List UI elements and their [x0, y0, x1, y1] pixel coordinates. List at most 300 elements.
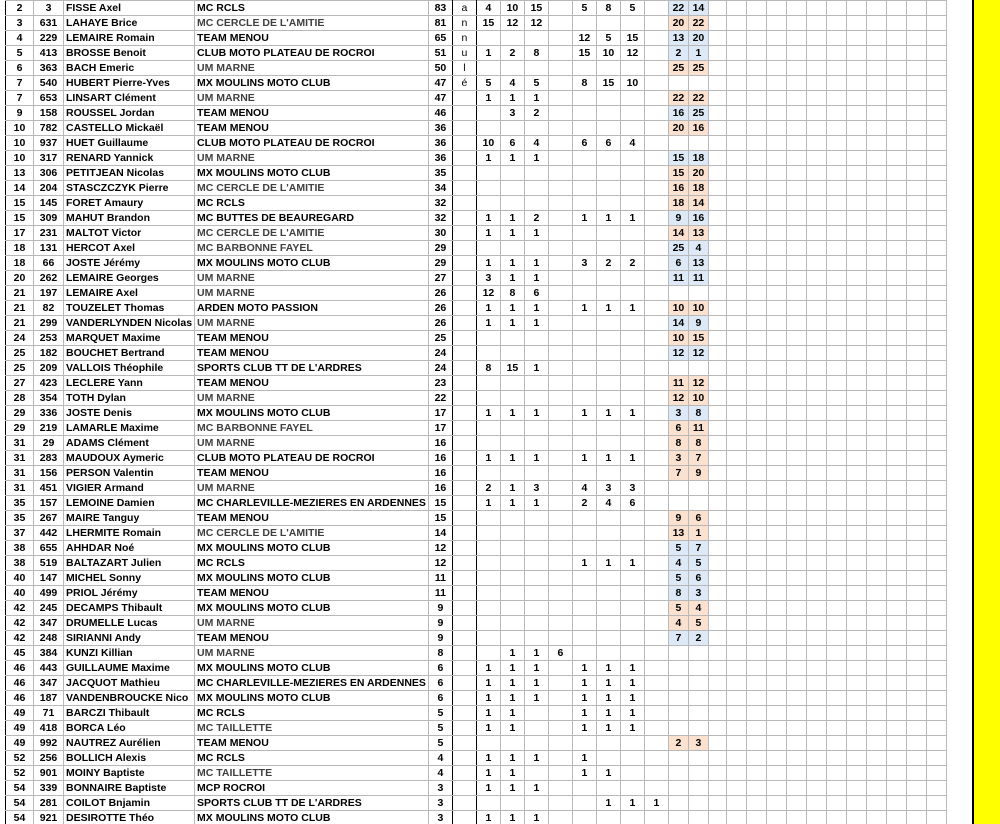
cell-r2d[interactable]: [644, 511, 668, 526]
cell-rider-name[interactable]: MAUDOUX Aymeric: [64, 451, 195, 466]
cell-empty[interactable]: [886, 736, 906, 751]
cell-empty[interactable]: [766, 811, 786, 824]
cell-rank[interactable]: 40: [6, 571, 34, 586]
cell-empty[interactable]: [906, 1, 926, 16]
cell-points[interactable]: 81: [428, 16, 452, 31]
cell-empty[interactable]: [866, 91, 886, 106]
cell-r3a[interactable]: 14: [668, 226, 688, 241]
cell-r3b[interactable]: [688, 661, 708, 676]
cell-rider-name[interactable]: BONNAIRE Baptiste: [64, 781, 195, 796]
cell-empty[interactable]: [886, 16, 906, 31]
cell-points[interactable]: 36: [428, 121, 452, 136]
cell-empty[interactable]: [766, 796, 786, 811]
cell-empty[interactable]: [866, 496, 886, 511]
cell-empty[interactable]: [786, 61, 806, 76]
cell-points[interactable]: 14: [428, 526, 452, 541]
cell-empty[interactable]: [846, 451, 866, 466]
cell-r1c[interactable]: 1: [524, 781, 548, 796]
cell-r1b[interactable]: 1: [500, 766, 524, 781]
cell-rider-name[interactable]: BALTAZART Julien: [64, 556, 195, 571]
cell-empty[interactable]: [886, 331, 906, 346]
cell-r1d[interactable]: [548, 76, 572, 91]
cell-r2a[interactable]: [572, 286, 596, 301]
cell-r2c[interactable]: 2: [620, 256, 644, 271]
cell-empty[interactable]: [906, 706, 926, 721]
cell-r3b[interactable]: 1: [688, 46, 708, 61]
cell-empty[interactable]: [708, 391, 726, 406]
cell-r2c[interactable]: [620, 181, 644, 196]
cell-rider-name[interactable]: FISSE Axel: [64, 1, 195, 16]
cell-club[interactable]: MX MOULINS MOTO CLUB: [195, 256, 429, 271]
cell-empty[interactable]: [866, 811, 886, 824]
cell-number[interactable]: 82: [34, 301, 64, 316]
cell-r1c[interactable]: 1: [524, 661, 548, 676]
cell-r2b[interactable]: [596, 241, 620, 256]
cell-empty[interactable]: [746, 466, 766, 481]
cell-empty[interactable]: [886, 91, 906, 106]
cell-empty[interactable]: [826, 151, 846, 166]
cell-empty[interactable]: [906, 406, 926, 421]
cell-empty[interactable]: [766, 376, 786, 391]
cell-r1c[interactable]: 3: [524, 481, 548, 496]
cell-r1c[interactable]: [524, 181, 548, 196]
cell-r2d[interactable]: [644, 376, 668, 391]
cell-empty[interactable]: [886, 541, 906, 556]
cell-points[interactable]: 36: [428, 136, 452, 151]
cell-r1a[interactable]: 15: [476, 16, 500, 31]
cell-empty[interactable]: [766, 661, 786, 676]
cell-rank[interactable]: 28: [6, 391, 34, 406]
cell-r3b[interactable]: 3: [688, 736, 708, 751]
cell-r2d[interactable]: [644, 76, 668, 91]
cell-empty[interactable]: [866, 286, 886, 301]
cell-r1b[interactable]: [500, 541, 524, 556]
cell-empty[interactable]: [826, 391, 846, 406]
cell-rider-name[interactable]: NAUTREZ Aurélien: [64, 736, 195, 751]
cell-r3a[interactable]: [668, 661, 688, 676]
cell-empty[interactable]: [766, 751, 786, 766]
cell-empty[interactable]: [886, 31, 906, 46]
cell-empty[interactable]: [926, 451, 946, 466]
cell-r3b[interactable]: 14: [688, 1, 708, 16]
cell-r2d[interactable]: [644, 331, 668, 346]
cell-empty[interactable]: [926, 616, 946, 631]
cell-r2a[interactable]: [572, 226, 596, 241]
cell-r1b[interactable]: [500, 736, 524, 751]
cell-r2d[interactable]: [644, 691, 668, 706]
cell-points[interactable]: 36: [428, 151, 452, 166]
cell-points[interactable]: 4: [428, 766, 452, 781]
cell-empty[interactable]: [708, 481, 726, 496]
cell-r3b[interactable]: 18: [688, 151, 708, 166]
cell-empty[interactable]: [786, 466, 806, 481]
cell-r1d[interactable]: [548, 586, 572, 601]
cell-empty[interactable]: [766, 331, 786, 346]
cell-extra[interactable]: [452, 796, 476, 811]
cell-empty[interactable]: [906, 466, 926, 481]
cell-rider-name[interactable]: BROSSE Benoit: [64, 46, 195, 61]
cell-empty[interactable]: [846, 106, 866, 121]
cell-empty[interactable]: [906, 46, 926, 61]
cell-r3b[interactable]: 12: [688, 346, 708, 361]
cell-points[interactable]: 4: [428, 751, 452, 766]
cell-points[interactable]: 26: [428, 316, 452, 331]
cell-r2a[interactable]: [572, 376, 596, 391]
cell-r1a[interactable]: 1: [476, 676, 500, 691]
cell-empty[interactable]: [806, 181, 826, 196]
cell-r1d[interactable]: [548, 661, 572, 676]
cell-empty[interactable]: [826, 286, 846, 301]
cell-r1b[interactable]: 1: [500, 211, 524, 226]
cell-r3a[interactable]: [668, 361, 688, 376]
cell-number[interactable]: 229: [34, 31, 64, 46]
cell-empty[interactable]: [866, 391, 886, 406]
cell-r2d[interactable]: [644, 271, 668, 286]
cell-extra[interactable]: [452, 691, 476, 706]
cell-empty[interactable]: [866, 676, 886, 691]
cell-r2c[interactable]: 1: [620, 721, 644, 736]
cell-r2c[interactable]: [620, 316, 644, 331]
cell-r2b[interactable]: [596, 436, 620, 451]
cell-extra[interactable]: l: [452, 61, 476, 76]
cell-empty[interactable]: [746, 241, 766, 256]
cell-empty[interactable]: [846, 436, 866, 451]
cell-r2d[interactable]: [644, 106, 668, 121]
cell-r2d[interactable]: 1: [644, 796, 668, 811]
cell-r2d[interactable]: [644, 616, 668, 631]
cell-extra[interactable]: é: [452, 76, 476, 91]
cell-empty[interactable]: [846, 466, 866, 481]
cell-r2a[interactable]: 1: [572, 661, 596, 676]
cell-r2c[interactable]: [620, 646, 644, 661]
cell-r1a[interactable]: 2: [476, 481, 500, 496]
cell-empty[interactable]: [806, 436, 826, 451]
cell-club[interactable]: UM MARNE: [195, 646, 429, 661]
cell-empty[interactable]: [826, 106, 846, 121]
cell-points[interactable]: 15: [428, 511, 452, 526]
cell-empty[interactable]: [766, 16, 786, 31]
cell-rank[interactable]: 31: [6, 436, 34, 451]
cell-empty[interactable]: [806, 361, 826, 376]
cell-r2b[interactable]: [596, 811, 620, 824]
cell-empty[interactable]: [786, 46, 806, 61]
cell-empty[interactable]: [726, 811, 746, 824]
cell-empty[interactable]: [766, 46, 786, 61]
cell-empty[interactable]: [746, 511, 766, 526]
cell-empty[interactable]: [786, 391, 806, 406]
cell-empty[interactable]: [726, 796, 746, 811]
cell-empty[interactable]: [766, 271, 786, 286]
cell-r2a[interactable]: 2: [572, 496, 596, 511]
cell-empty[interactable]: [806, 406, 826, 421]
cell-r1c[interactable]: [524, 241, 548, 256]
cell-extra[interactable]: [452, 481, 476, 496]
cell-empty[interactable]: [906, 91, 926, 106]
cell-empty[interactable]: [886, 166, 906, 181]
cell-club[interactable]: UM MARNE: [195, 91, 429, 106]
cell-r3a[interactable]: 4: [668, 556, 688, 571]
cell-empty[interactable]: [806, 46, 826, 61]
cell-empty[interactable]: [926, 481, 946, 496]
cell-r1a[interactable]: [476, 61, 500, 76]
cell-r3a[interactable]: [668, 811, 688, 824]
cell-empty[interactable]: [746, 586, 766, 601]
cell-r2b[interactable]: 1: [596, 661, 620, 676]
cell-r3b[interactable]: 6: [688, 571, 708, 586]
cell-r3a[interactable]: [668, 136, 688, 151]
cell-empty[interactable]: [786, 586, 806, 601]
cell-r1b[interactable]: [500, 241, 524, 256]
cell-r1d[interactable]: [548, 391, 572, 406]
cell-rank[interactable]: 18: [6, 256, 34, 271]
cell-r1a[interactable]: 1: [476, 811, 500, 824]
cell-r1b[interactable]: [500, 391, 524, 406]
cell-empty[interactable]: [726, 46, 746, 61]
cell-empty[interactable]: [766, 31, 786, 46]
cell-rank[interactable]: 27: [6, 376, 34, 391]
cell-r3b[interactable]: 5: [688, 556, 708, 571]
cell-r1b[interactable]: 1: [500, 301, 524, 316]
cell-empty[interactable]: [846, 676, 866, 691]
cell-empty[interactable]: [746, 751, 766, 766]
cell-r1d[interactable]: [548, 31, 572, 46]
cell-r2b[interactable]: [596, 421, 620, 436]
cell-empty[interactable]: [866, 1, 886, 16]
cell-empty[interactable]: [846, 691, 866, 706]
cell-extra[interactable]: [452, 241, 476, 256]
cell-empty[interactable]: [906, 166, 926, 181]
cell-r1b[interactable]: 1: [500, 406, 524, 421]
cell-r2b[interactable]: 15: [596, 76, 620, 91]
cell-r1b[interactable]: 2: [500, 46, 524, 61]
cell-r1a[interactable]: 1: [476, 226, 500, 241]
cell-empty[interactable]: [746, 106, 766, 121]
cell-r2c[interactable]: [620, 331, 644, 346]
cell-empty[interactable]: [806, 106, 826, 121]
cell-empty[interactable]: [826, 46, 846, 61]
cell-empty[interactable]: [786, 181, 806, 196]
cell-r1d[interactable]: [548, 706, 572, 721]
cell-r1b[interactable]: 10: [500, 1, 524, 16]
cell-empty[interactable]: [726, 556, 746, 571]
cell-r1c[interactable]: [524, 331, 548, 346]
cell-r1c[interactable]: 2: [524, 106, 548, 121]
cell-empty[interactable]: [786, 121, 806, 136]
cell-extra[interactable]: [452, 361, 476, 376]
cell-rank[interactable]: 15: [6, 211, 34, 226]
cell-extra[interactable]: [452, 136, 476, 151]
cell-extra[interactable]: [452, 661, 476, 676]
cell-number[interactable]: 262: [34, 271, 64, 286]
cell-r2d[interactable]: [644, 301, 668, 316]
cell-empty[interactable]: [746, 676, 766, 691]
cell-r1d[interactable]: [548, 616, 572, 631]
cell-empty[interactable]: [906, 346, 926, 361]
cell-r2b[interactable]: [596, 571, 620, 586]
cell-empty[interactable]: [826, 661, 846, 676]
cell-empty[interactable]: [746, 391, 766, 406]
cell-r2b[interactable]: [596, 16, 620, 31]
cell-empty[interactable]: [866, 121, 886, 136]
cell-rank[interactable]: 42: [6, 616, 34, 631]
cell-r3b[interactable]: 22: [688, 91, 708, 106]
cell-r1a[interactable]: [476, 391, 500, 406]
cell-empty[interactable]: [786, 751, 806, 766]
cell-rank[interactable]: 15: [6, 196, 34, 211]
cell-empty[interactable]: [746, 151, 766, 166]
cell-r2b[interactable]: [596, 646, 620, 661]
cell-r3b[interactable]: 9: [688, 316, 708, 331]
cell-empty[interactable]: [886, 781, 906, 796]
cell-points[interactable]: 27: [428, 271, 452, 286]
cell-extra[interactable]: [452, 151, 476, 166]
cell-points[interactable]: 3: [428, 811, 452, 824]
cell-r1c[interactable]: [524, 346, 548, 361]
cell-empty[interactable]: [726, 61, 746, 76]
cell-extra[interactable]: [452, 196, 476, 211]
cell-empty[interactable]: [766, 616, 786, 631]
cell-r3b[interactable]: 20: [688, 31, 708, 46]
cell-r3a[interactable]: 25: [668, 61, 688, 76]
cell-r2c[interactable]: [620, 751, 644, 766]
cell-empty[interactable]: [906, 226, 926, 241]
cell-rider-name[interactable]: LHERMITE Romain: [64, 526, 195, 541]
cell-points[interactable]: 5: [428, 706, 452, 721]
cell-r1a[interactable]: 1: [476, 91, 500, 106]
cell-empty[interactable]: [806, 91, 826, 106]
cell-empty[interactable]: [826, 241, 846, 256]
cell-empty[interactable]: [926, 181, 946, 196]
cell-empty[interactable]: [726, 256, 746, 271]
cell-empty[interactable]: [866, 571, 886, 586]
cell-empty[interactable]: [846, 76, 866, 91]
cell-extra[interactable]: [452, 421, 476, 436]
cell-r3a[interactable]: [668, 481, 688, 496]
cell-club[interactable]: MC BARBONNE FAYEL: [195, 421, 429, 436]
cell-rider-name[interactable]: DRUMELLE Lucas: [64, 616, 195, 631]
cell-empty[interactable]: [866, 631, 886, 646]
cell-empty[interactable]: [906, 736, 926, 751]
cell-empty[interactable]: [826, 496, 846, 511]
cell-empty[interactable]: [866, 751, 886, 766]
cell-empty[interactable]: [766, 346, 786, 361]
cell-empty[interactable]: [806, 541, 826, 556]
cell-r3a[interactable]: 5: [668, 601, 688, 616]
cell-empty[interactable]: [866, 46, 886, 61]
cell-empty[interactable]: [806, 796, 826, 811]
cell-r1d[interactable]: [548, 541, 572, 556]
cell-rank[interactable]: 2: [6, 1, 34, 16]
cell-rider-name[interactable]: MAHUT Brandon: [64, 211, 195, 226]
cell-r2d[interactable]: [644, 181, 668, 196]
cell-empty[interactable]: [726, 691, 746, 706]
cell-empty[interactable]: [786, 706, 806, 721]
cell-empty[interactable]: [926, 706, 946, 721]
cell-r1c[interactable]: [524, 376, 548, 391]
cell-empty[interactable]: [766, 706, 786, 721]
cell-empty[interactable]: [746, 631, 766, 646]
cell-empty[interactable]: [846, 196, 866, 211]
cell-empty[interactable]: [746, 811, 766, 824]
cell-empty[interactable]: [826, 811, 846, 824]
cell-empty[interactable]: [826, 706, 846, 721]
cell-points[interactable]: 50: [428, 61, 452, 76]
cell-empty[interactable]: [886, 421, 906, 436]
cell-r1a[interactable]: 1: [476, 691, 500, 706]
cell-empty[interactable]: [846, 406, 866, 421]
cell-extra[interactable]: [452, 541, 476, 556]
cell-empty[interactable]: [786, 271, 806, 286]
cell-r2a[interactable]: 1: [572, 211, 596, 226]
cell-empty[interactable]: [766, 391, 786, 406]
cell-rider-name[interactable]: MOINY Baptiste: [64, 766, 195, 781]
cell-empty[interactable]: [708, 451, 726, 466]
cell-rank[interactable]: 54: [6, 796, 34, 811]
cell-empty[interactable]: [826, 166, 846, 181]
cell-r1d[interactable]: [548, 1, 572, 16]
cell-empty[interactable]: [826, 376, 846, 391]
cell-r2a[interactable]: 1: [572, 451, 596, 466]
cell-r2c[interactable]: [620, 616, 644, 631]
cell-r1a[interactable]: 1: [476, 706, 500, 721]
cell-r2b[interactable]: 1: [596, 211, 620, 226]
cell-r1a[interactable]: [476, 586, 500, 601]
cell-extra[interactable]: [452, 616, 476, 631]
cell-r1b[interactable]: [500, 376, 524, 391]
cell-r1c[interactable]: [524, 166, 548, 181]
cell-r1a[interactable]: [476, 796, 500, 811]
cell-empty[interactable]: [746, 556, 766, 571]
cell-r2b[interactable]: [596, 736, 620, 751]
cell-rider-name[interactable]: FORET Amaury: [64, 196, 195, 211]
cell-r3b[interactable]: 2: [688, 631, 708, 646]
cell-empty[interactable]: [926, 46, 946, 61]
cell-club[interactable]: MC RCLS: [195, 556, 429, 571]
cell-rider-name[interactable]: HERCOT Axel: [64, 241, 195, 256]
cell-empty[interactable]: [806, 511, 826, 526]
cell-empty[interactable]: [826, 631, 846, 646]
cell-r1c[interactable]: 1: [524, 301, 548, 316]
cell-r3b[interactable]: [688, 676, 708, 691]
cell-empty[interactable]: [926, 631, 946, 646]
cell-empty[interactable]: [746, 136, 766, 151]
cell-r1d[interactable]: [548, 346, 572, 361]
cell-points[interactable]: 12: [428, 541, 452, 556]
cell-empty[interactable]: [866, 256, 886, 271]
cell-rank[interactable]: 40: [6, 586, 34, 601]
cell-empty[interactable]: [846, 166, 866, 181]
cell-points[interactable]: 5: [428, 721, 452, 736]
cell-empty[interactable]: [906, 496, 926, 511]
cell-empty[interactable]: [766, 631, 786, 646]
cell-points[interactable]: 34: [428, 181, 452, 196]
cell-r2b[interactable]: 1: [596, 451, 620, 466]
cell-r2b[interactable]: [596, 316, 620, 331]
cell-empty[interactable]: [708, 181, 726, 196]
cell-empty[interactable]: [866, 301, 886, 316]
cell-empty[interactable]: [806, 151, 826, 166]
cell-empty[interactable]: [786, 616, 806, 631]
cell-points[interactable]: 22: [428, 391, 452, 406]
cell-r1b[interactable]: [500, 331, 524, 346]
cell-empty[interactable]: [846, 706, 866, 721]
cell-r1c[interactable]: 1: [524, 451, 548, 466]
cell-r2b[interactable]: [596, 751, 620, 766]
cell-empty[interactable]: [906, 106, 926, 121]
cell-empty[interactable]: [846, 241, 866, 256]
cell-r2b[interactable]: 4: [596, 496, 620, 511]
cell-empty[interactable]: [806, 691, 826, 706]
